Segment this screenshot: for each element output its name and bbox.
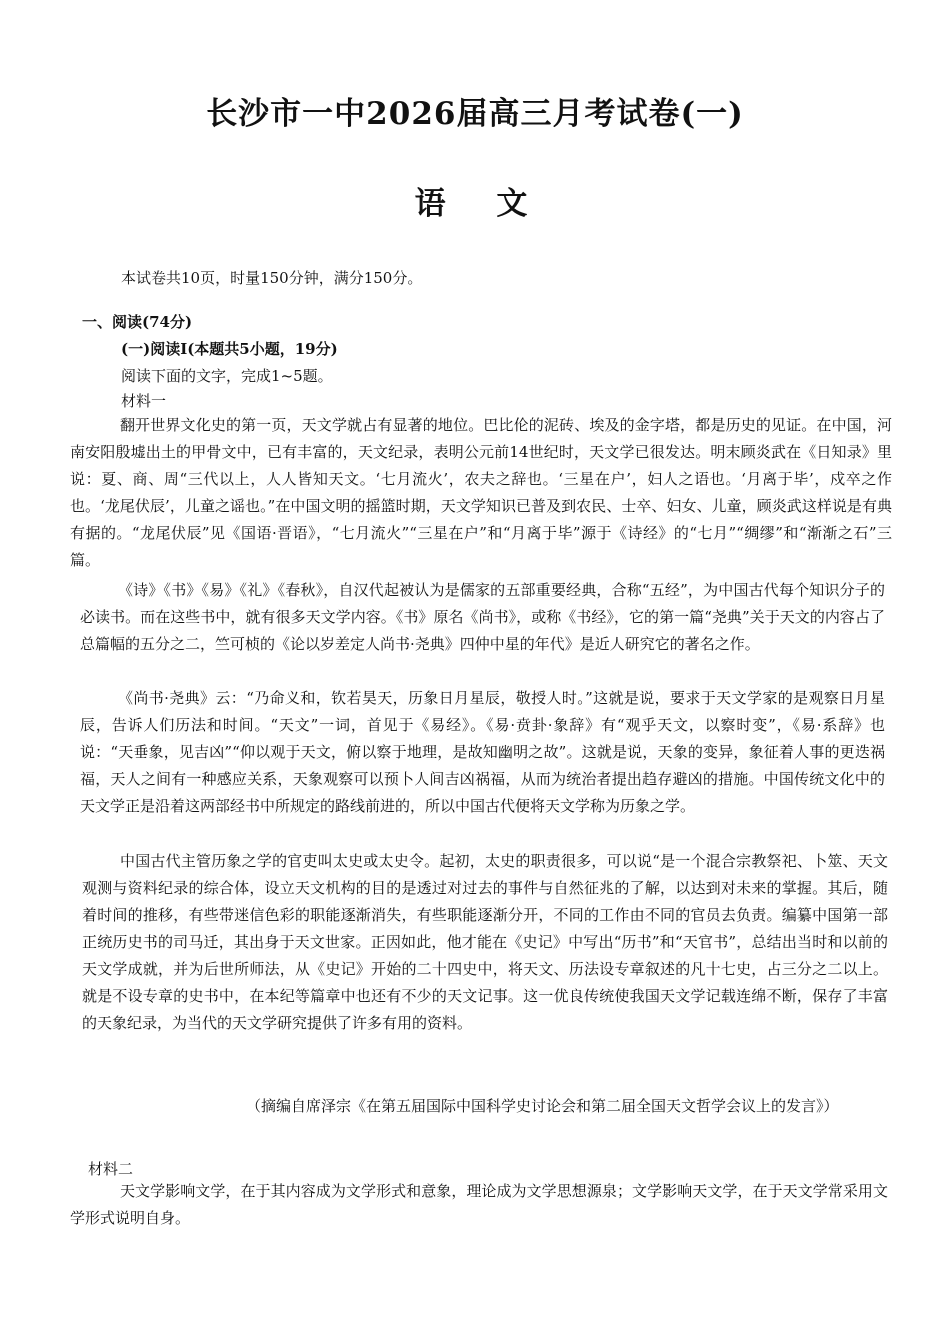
material1-paragraph-2: 《诗》《书》《易》《礼》《春秋》，自汉代起被认为是儒家的五部重要经典，合称“五经”，为中国古代每个知识分子的必读书。而在这些书中，就有很多天文学内容。《书》原名《尚书》，或称《书经》，它的第一篇“尧典”关于天文的内容占了总篇幅的五分之二，竺可桢的《论以岁差定人尚书·尧典》四仲中星的年代》是近人研究它的著名之作。 <box>80 581 885 653</box>
sub-section-heading: (一)阅读Ⅰ(本题共5小题，19分) <box>121 340 338 358</box>
reading-instruction: 阅读下面的文字，完成1~5题。 <box>121 367 333 385</box>
material2-paragraph: 天文学影响文学，在于其内容成为文学形式和意象，理论成为文学思想源泉；文学影响天文学，在于天文学常采用文学形式说明自身。 <box>70 1182 888 1227</box>
section-heading: 一、阅读(74分) <box>82 313 193 331</box>
material1-paragraph-3: 《尚书·尧典》云：“乃命义和，钦若昊天，历象日月星辰，敬授人时。”这就是说，要求于天文学家的是观察日月星辰，告诉人们历法和时间。“天文”一词，首见于《易经》。《易·贲卦·象辞》有“观乎天文，以察时变”，《易·系辞》也说：“天垂象，见吉凶”“仰以观于天文，俯以察于地理，是故知幽明之故”。这就是说，天象的变异，象征着人事的更迭祸福，天人之间有一种感应关系，天象观察可以预卜人间吉凶祸福，从而为统治者提出趋存避凶的措施。中国传统文化中的天文学正是沿着这两部经书中所规定的路线前进的，所以中国古代便将天文学称为历象之学。 <box>80 689 885 815</box>
exam-title: 长沙市一中2026届高三月考试卷(一) <box>206 96 744 132</box>
exam-intro: 本试卷共10页，时量150分钟，满分150分。 <box>121 269 423 287</box>
material1-label: 材料一 <box>121 392 167 410</box>
material2-label: 材料二 <box>88 1160 134 1178</box>
material1-source: （摘编自席泽宗《在第五届国际中国科学史讨论会和第二届全国天文哲学会议上的发言》） <box>246 1097 839 1115</box>
subject-title: 语 文 <box>414 186 548 222</box>
material1-paragraph-4: 中国古代主管历象之学的官吏叫太史或太史令。起初，太史的职责很多，可以说“是一个混合宗教祭祀、卜筮、天文观测与资料纪录的综合体，设立天文机构的目的是透过对过去的事件与自然征兆的了解，以达到对未来的掌握。其后，随着时间的推移，有些带迷信色彩的职能逐渐消失，有些职能逐渐分开，不同的工作由不同的官员去负责。编纂中国第一部正统历史书的司马迁，其出身于天文世家。正因如此，他才能在《史记》中写出“历书”和“天官书”，总结出当时和以前的天文学成就，并为后世所师法，从《史记》开始的二十四史中，将天文、历法设专章叙述的凡十七史，占三分之二以上。就是不设专章的史书中，在本纪等篇章中也还有不少的天文记事。这一优良传统使我国天文学记载连绵不断，保存了丰富的天象纪录，为当代的天文学研究提供了许多有用的资料。 <box>82 852 888 1032</box>
material1-paragraph-1: 翻开世界文化史的第一页，天文学就占有显著的地位。巴比伦的泥砖、埃及的金字塔，都是历史的见证。在中国，河南安阳殷墟出土的甲骨文中，已有丰富的，天文纪录，表明公元前14世纪时，天文学已很发达。明末顾炎武在《日知录》里说：夏、商、周“三代以上，人人皆知天文。‘七月流火’，农夫之辞也。‘三星在户’，妇人之语也。‘月离于毕’，戍卒之作也。‘龙尾伏辰’，儿童之谣也。”在中国文明的摇篮时期，天文学知识已普及到农民、士卒、妇女、儿童，顾炎武这样说是有典有据的。“龙尾伏辰”见《国语·晋语》，“七月流火”“三星在户”和“月离于毕”源于《诗经》的“七月”“绸缪”和“渐渐之石”三篇。 <box>70 416 892 569</box>
